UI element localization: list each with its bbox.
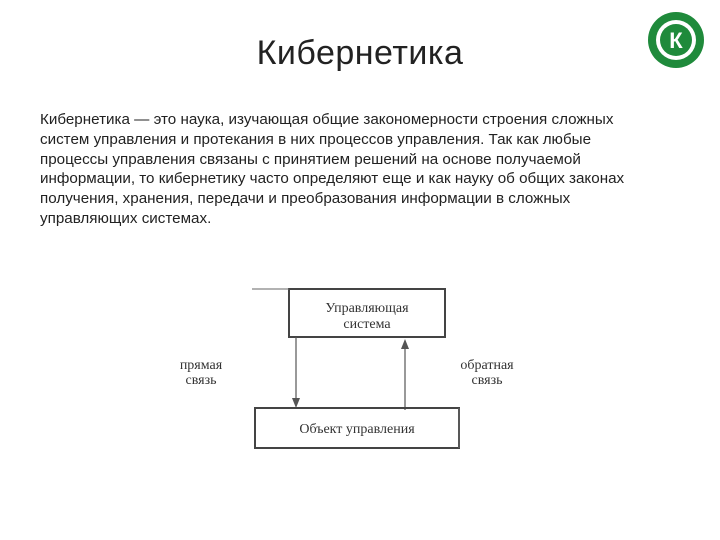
- control-system-label-2: система: [343, 317, 391, 332]
- logo-letter: К: [669, 28, 683, 53]
- body-paragraph: Кибернетика — это наука, изучающая общие закономерности строения сложных систем управления и протекания в них процессов управления. Так как любые процессы управления связаны с принятием решений на основе получаемой информации, то кибернетику часто определяют еще и как науку об общих законах получения, хранения, передачи и преобразования информации в сложных управляющих системах.: [40, 111, 625, 227]
- feedback-label-1: обратная: [460, 358, 514, 373]
- forward-link-label-2: связь: [185, 373, 217, 388]
- control-system-label-1: Управляющая: [325, 301, 409, 316]
- feedback-label-2: связь: [471, 373, 503, 388]
- forward-link-label-1: прямая: [179, 358, 223, 373]
- slide-title: Кибернетика: [256, 34, 464, 72]
- controlled-object-label: Объект управления: [299, 422, 415, 437]
